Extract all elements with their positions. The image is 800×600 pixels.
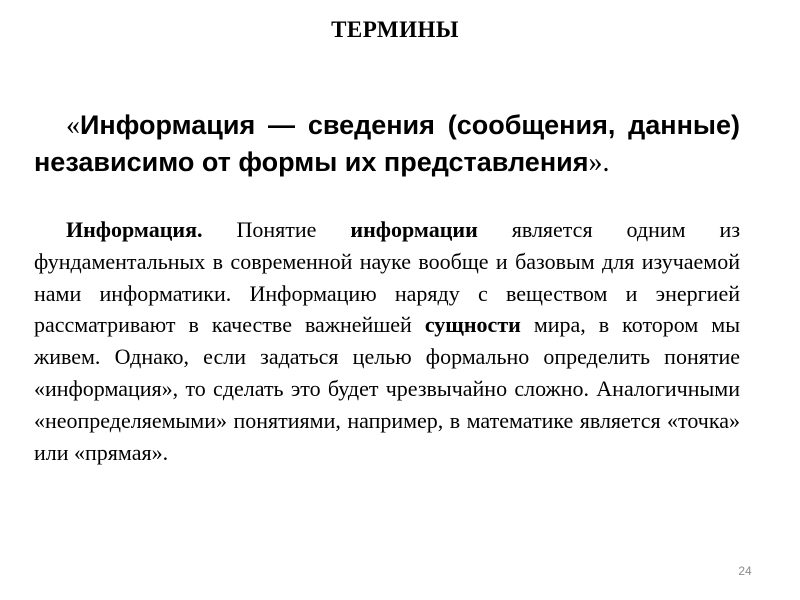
paragraph-bold-information: информации <box>350 217 478 242</box>
definition-close-quote: ». <box>588 147 610 178</box>
definition-quote <box>34 107 740 181</box>
page-number: 24 <box>738 564 752 578</box>
paragraph-text-3: мира, в котором мы живем. Однако, если задаться целью формально определить понятие «информация», то сделать это будет чрезвычайно сложно. Аналогичными «неопределяемыми» понятиями, например, в математике является «точка» или «прямая». <box>34 312 740 465</box>
definition-open-quote: « <box>66 110 80 141</box>
slide-title: ТЕРМИНЫ <box>331 17 459 42</box>
paragraph-text-1: Понятие <box>202 217 351 242</box>
paragraph-term: Информация. <box>66 217 203 242</box>
definition-text: Информация — сведения (сообщения, данные) независимо от формы их представления <box>34 110 740 177</box>
paragraph-text-2: является одним из фундаментальных в современной науке вообще и базовым для изучаемой нами информатики. Информацию наряду с веществом и энергией рассматривают в качестве важнейшей <box>34 217 741 338</box>
paragraph-bold-essence: сущности <box>424 312 521 338</box>
body-paragraph <box>34 214 740 468</box>
